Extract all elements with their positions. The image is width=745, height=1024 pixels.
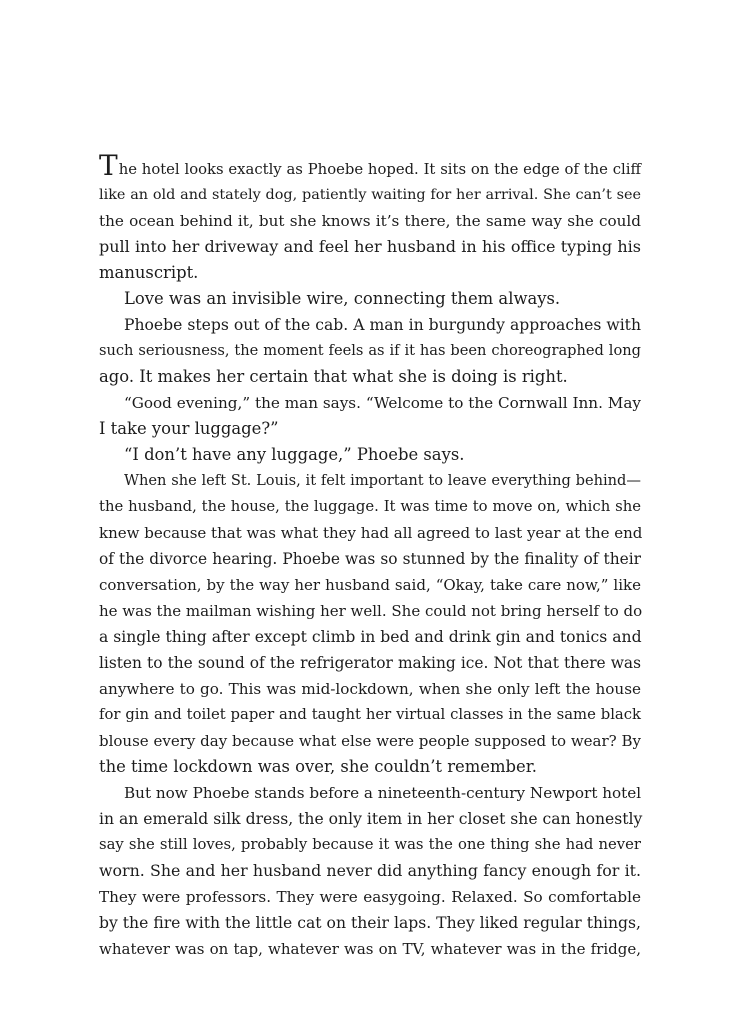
text-line [99,149,641,182]
text-line: conversation, by the way her husband said, “Okay, take care now,” like [99,576,641,594]
text-line: whatever was on tap, whatever was on TV, whatever was in the fridge, [99,940,641,958]
text-line: listen to the sound of the refrigerator making ice. Not that there was [99,654,641,672]
text-line: worn. She and her husband never did anything fancy enough for it. [99,861,641,880]
text-line: the husband, the house, the luggage. It was time to move on, which she [99,498,641,515]
text-line: like an old and stately dog, patiently waiting for her arrival. She can’t see [99,187,641,203]
text-line: the time lockdown was over, she couldn’t remember. [99,757,537,776]
text-line: by the fire with the little cat on their laps. They liked regular things, [99,914,641,932]
text-line: I take your luggage?” [99,419,279,438]
text-line: When she left St. Louis, it felt important to leave everything behind— [124,472,641,489]
text-line: in an emerald silk dress, the only item in her closet she can honestly [99,810,643,828]
text-line: blouse every day because what else were people supposed to wear? By [99,732,641,750]
text-line: pull into her driveway and feel her husband in his office typing his [99,237,641,256]
text-line: knew because that was what they had all agreed to last year at the end [99,524,643,542]
text-line: of the divorce hearing. Phoebe was so stunned by the finality of their [99,550,641,568]
text-line: say she still loves, probably because it was the one thing she had never [99,836,641,853]
text-line: Phoebe steps out of the cab. A man in burgundy approaches with [124,316,641,334]
text-line: the ocean behind it, but she knows it’s there, the same way she could [99,212,641,230]
line-text: he hotel looks exactly as Phoebe hoped. It sits on the edge of the cliff [118,161,641,178]
text-line: anywhere to go. This was mid-lockdown, when she only left the house [99,680,641,698]
text-line: such seriousness, the moment feels as if it has been choreographed long [99,342,641,359]
text-line: manuscript. [99,263,199,282]
text-line: They were professors. They were easygoing. Relaxed. So comfortable [99,888,641,906]
drop-cap: T [99,149,118,182]
text-line: ago. It makes her certain that what she is doing is right. [99,367,568,386]
text-line: “I don’t have any luggage,” Phoebe says. [124,445,465,464]
text-line: he was the mailman wishing her well. She could not bring herself to do [99,602,643,620]
text-line: a single thing after except climb in bed and drink gin and tonics and [99,628,642,646]
text-line: But now Phoebe stands before a nineteenth-century Newport hotel [124,784,642,802]
book-page-text [99,149,643,962]
text-line: for gin and toilet paper and taught her virtual classes in the same black [99,706,641,723]
text-line: Love was an invisible wire, connecting them always. [124,289,561,308]
text-line: “Good evening,” the man says. “Welcome to the Cornwall Inn. May [124,394,641,412]
